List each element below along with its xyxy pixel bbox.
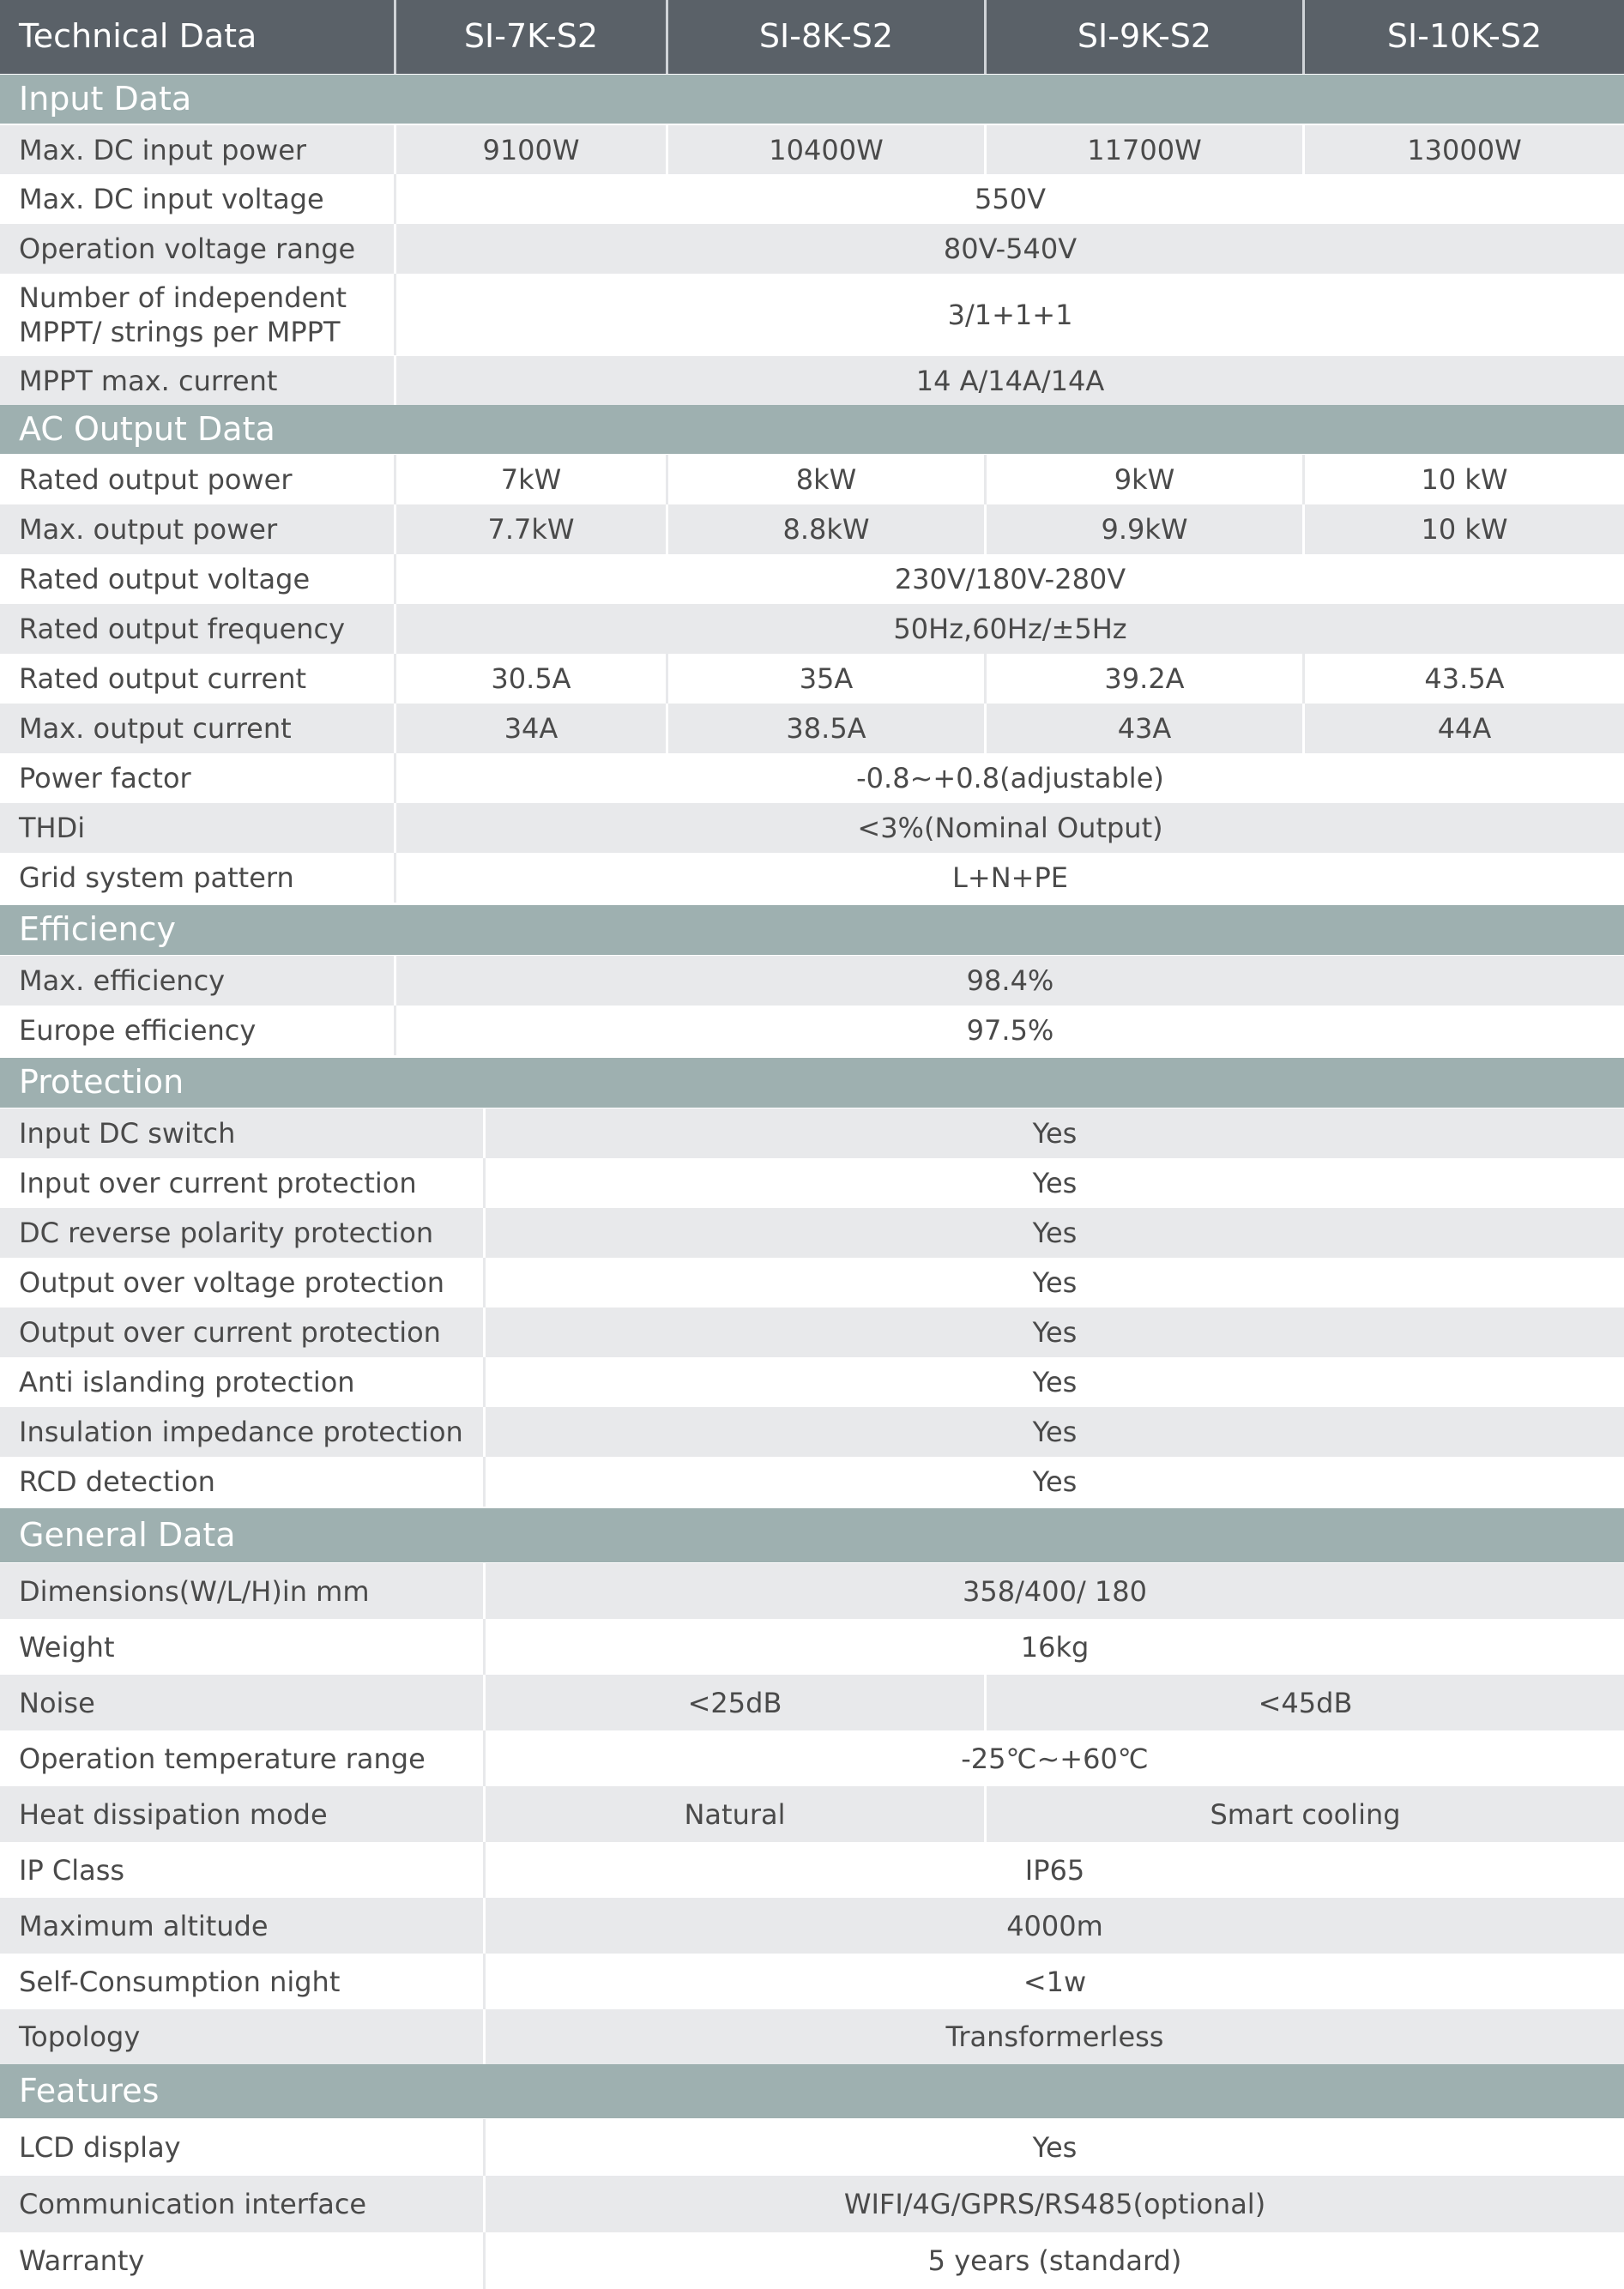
row-value: 80V-540V	[394, 224, 1624, 274]
row-value: <25dB	[483, 1675, 984, 1730]
table-row	[0, 1619, 1624, 1675]
table-row	[0, 803, 1624, 853]
row-value: Yes	[483, 1208, 1624, 1258]
row-value: <3%(Nominal Output)	[394, 803, 1624, 853]
row-value: 30.5A	[394, 654, 666, 704]
row-value: 4000m	[483, 1898, 1624, 1954]
table-row	[0, 1006, 1624, 1055]
row-label: Europe efficiency	[19, 1014, 257, 1047]
table-row	[0, 604, 1624, 654]
row-label: Warranty	[19, 2244, 145, 2277]
row-label: Output over voltage protection	[19, 1266, 445, 1299]
row-label: DC reverse polarity protection	[19, 1217, 434, 1249]
row-label: Maximum altitude	[19, 1909, 269, 1942]
row-value: 3/1+1+1	[394, 274, 1624, 355]
row-label: RCD detection	[19, 1465, 215, 1498]
header-model-2: SI-8K-S2	[666, 0, 984, 74]
table-row	[0, 956, 1624, 1006]
row-value: 38.5A	[666, 704, 984, 753]
row-value: 7kW	[394, 455, 666, 504]
row-value: 14 A/14A/14A	[394, 356, 1624, 405]
row-value: WIFI/4G/GPRS/RS485(optional)	[483, 2176, 1624, 2232]
table-row	[0, 455, 1624, 504]
row-value: Smart cooling	[984, 1786, 1624, 1842]
table-row	[0, 654, 1624, 704]
row-label: Operation temperature range	[19, 1742, 426, 1775]
row-value: Transformerless	[483, 2009, 1624, 2064]
row-label: Operation voltage range	[19, 233, 356, 265]
table-row	[0, 2232, 1624, 2289]
table-row	[0, 1407, 1624, 1457]
table-row	[0, 1675, 1624, 1730]
table-row	[0, 554, 1624, 604]
table-header	[0, 0, 1624, 74]
table-row	[0, 1258, 1624, 1308]
row-label: LCD display	[19, 2131, 181, 2164]
section-efficiency	[0, 905, 1624, 955]
table-row	[0, 1954, 1624, 2009]
row-value: 34A	[394, 704, 666, 753]
table-row	[0, 1457, 1624, 1507]
row-label: THDi	[19, 812, 86, 844]
row-label: Max. DC input power	[19, 134, 307, 166]
row-value: 10 kW	[1302, 455, 1624, 504]
row-value: 9kW	[984, 455, 1302, 504]
header-title: Technical Data	[19, 17, 257, 56]
row-value: <45dB	[984, 1675, 1624, 1730]
table-row	[0, 1563, 1624, 1619]
row-value: 43A	[984, 704, 1302, 753]
section-features	[0, 2064, 1624, 2118]
row-value: Yes	[483, 1357, 1624, 1407]
row-value: 8.8kW	[666, 504, 984, 554]
row-label: Topology	[19, 2020, 141, 2053]
row-value: 10400W	[666, 125, 984, 175]
row-value: 98.4%	[394, 956, 1624, 1006]
section-input-data	[0, 75, 1624, 124]
row-label: MPPT max. current	[19, 364, 278, 397]
table-row	[0, 1158, 1624, 1208]
table-row	[0, 2119, 1624, 2176]
table-row	[0, 224, 1624, 274]
section-title: Protection	[19, 1063, 184, 1102]
row-value: Natural	[483, 1786, 984, 1842]
section-title: Input Data	[19, 79, 192, 118]
row-value: L+N+PE	[394, 853, 1624, 903]
table-row	[0, 2176, 1624, 2232]
row-value: 50Hz,60Hz/±5Hz	[394, 604, 1624, 654]
section-title: Features	[19, 2071, 160, 2110]
header-model-3: SI-9K-S2	[984, 0, 1302, 74]
table-row	[0, 274, 1624, 355]
table-row	[0, 125, 1624, 175]
section-general-data	[0, 1508, 1624, 1562]
row-value: 9.9kW	[984, 504, 1302, 554]
row-value: Yes	[483, 1258, 1624, 1308]
table-row	[0, 1208, 1624, 1258]
section-title: General Data	[19, 1515, 236, 1554]
table-row	[0, 1357, 1624, 1407]
row-value: 550V	[394, 174, 1624, 224]
row-label: IP Class	[19, 1853, 125, 1887]
header-model-1: SI-7K-S2	[394, 0, 666, 74]
row-label: Insulation impedance protection	[19, 1416, 463, 1448]
row-value: 44A	[1302, 704, 1624, 753]
table-row	[0, 356, 1624, 405]
row-label: Number of independent MPPT/ strings per MPPT	[19, 281, 347, 348]
section-title: Efficiency	[19, 910, 177, 949]
table-row	[0, 504, 1624, 554]
row-value: 39.2A	[984, 654, 1302, 704]
row-label: Max. output current	[19, 712, 292, 745]
table-row	[0, 1898, 1624, 1954]
table-row	[0, 1786, 1624, 1842]
row-value: Yes	[483, 1108, 1624, 1158]
row-value: <1w	[483, 1954, 1624, 2009]
table-row	[0, 753, 1624, 803]
row-value: Yes	[483, 1308, 1624, 1357]
row-value: 358/400/ 180	[483, 1563, 1624, 1619]
row-label: Self-Consumption night	[19, 1965, 341, 1998]
row-value: 9100W	[394, 125, 666, 175]
section-ac-output-data	[0, 405, 1624, 454]
row-label: Output over current protection	[19, 1316, 441, 1349]
row-value: 8kW	[666, 455, 984, 504]
row-value: 7.7kW	[394, 504, 666, 554]
row-value: 13000W	[1302, 125, 1624, 175]
row-value: Yes	[483, 2119, 1624, 2176]
row-value: Yes	[483, 1158, 1624, 1208]
row-value: 43.5A	[1302, 654, 1624, 704]
row-label: Communication interface	[19, 2188, 367, 2220]
row-value: -25℃~+60℃	[483, 1730, 1624, 1786]
section-title: AC Output Data	[19, 409, 275, 448]
row-value: 16kg	[483, 1619, 1624, 1675]
row-label: Noise	[19, 1686, 95, 1719]
row-value: 97.5%	[394, 1006, 1624, 1055]
row-label: Anti islanding protection	[19, 1366, 355, 1398]
table-row	[0, 174, 1624, 224]
row-value: 35A	[666, 654, 984, 704]
row-value: Yes	[483, 1457, 1624, 1507]
row-value: 11700W	[984, 125, 1302, 175]
table-row	[0, 1308, 1624, 1357]
row-label: Rated output current	[19, 662, 307, 695]
table-row	[0, 1108, 1624, 1158]
row-label: Max. DC input voltage	[19, 183, 324, 215]
row-label: Max. output power	[19, 513, 278, 546]
row-label: Power factor	[19, 762, 191, 794]
row-value: IP65	[483, 1842, 1624, 1898]
row-value: Yes	[483, 1407, 1624, 1457]
row-label: Grid system pattern	[19, 861, 294, 894]
section-protection	[0, 1058, 1624, 1108]
row-label: Rated output frequency	[19, 613, 346, 645]
row-label: Rated output power	[19, 463, 293, 496]
table-row	[0, 853, 1624, 903]
row-label: Input DC switch	[19, 1117, 236, 1150]
row-label: Dimensions(W/L/H)in mm	[19, 1574, 370, 1608]
table-row	[0, 1730, 1624, 1786]
table-row	[0, 2009, 1624, 2064]
table-row	[0, 704, 1624, 753]
row-label: Weight	[19, 1630, 115, 1664]
row-value: 10 kW	[1302, 504, 1624, 554]
row-label: Heat dissipation mode	[19, 1797, 328, 1831]
table-row	[0, 1842, 1624, 1898]
row-label: Max. efficiency	[19, 964, 226, 997]
row-label: Input over current protection	[19, 1167, 417, 1199]
row-value: 230V/180V-280V	[394, 554, 1624, 604]
row-value: -0.8~+0.8(adjustable)	[394, 753, 1624, 803]
row-value: 5 years (standard)	[483, 2232, 1624, 2289]
header-model-4: SI-10K-S2	[1302, 0, 1624, 74]
row-label: Rated output voltage	[19, 563, 311, 595]
